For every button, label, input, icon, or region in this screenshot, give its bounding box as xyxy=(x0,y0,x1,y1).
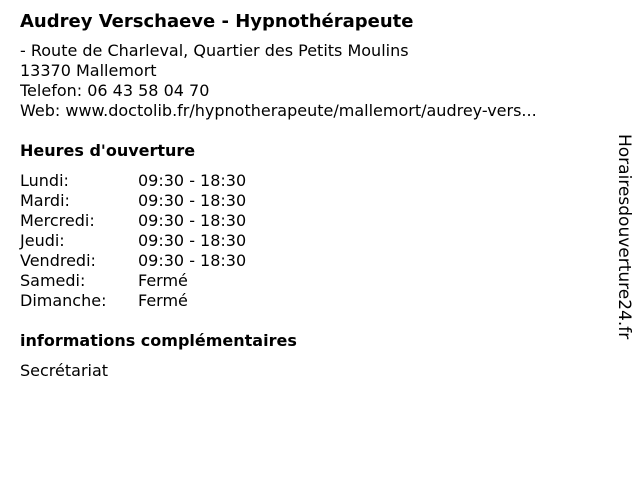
extra-info-title: informations complémentaires xyxy=(20,331,297,350)
hours-value: Fermé xyxy=(138,291,188,310)
hours-value: Fermé xyxy=(138,271,188,290)
extra-info-text: Secrétariat xyxy=(20,361,109,380)
business-title: Audrey Verschaeve - Hypnothérapeute xyxy=(20,11,414,32)
hours-value: 09:30 - 18:30 xyxy=(138,171,247,190)
hours-value: 09:30 - 18:30 xyxy=(138,231,247,250)
hours-value: 09:30 - 18:30 xyxy=(138,211,247,230)
day-label: Mardi: xyxy=(20,191,70,210)
phone-line: Telefon: 06 43 58 04 70 xyxy=(20,81,210,100)
day-label: Vendredi: xyxy=(20,251,96,270)
day-label: Samedi: xyxy=(20,271,86,290)
hours-row-sunday xyxy=(20,291,600,311)
hours-row-friday xyxy=(20,251,600,271)
day-label: Lundi: xyxy=(20,171,69,190)
day-label: Dimanche: xyxy=(20,291,107,310)
hours-list xyxy=(20,171,600,311)
hours-row-monday xyxy=(20,171,600,191)
hours-row-wednesday xyxy=(20,211,600,231)
hours-value: 09:30 - 18:30 xyxy=(138,191,247,210)
web-line[interactable]: Web: www.doctolib.fr/hypnotherapeute/mallemort/audrey-vers... xyxy=(20,101,537,120)
hours-row-tuesday xyxy=(20,191,600,211)
hours-row-saturday xyxy=(20,271,600,291)
brand-watermark: Horairesdouverture24.fr xyxy=(614,134,634,340)
business-info xyxy=(20,9,600,381)
day-label: Jeudi: xyxy=(20,231,65,250)
day-label: Mercredi: xyxy=(20,211,95,230)
hours-title: Heures d'ouverture xyxy=(20,141,196,160)
hours-row-thursday xyxy=(20,231,600,251)
hours-value: 09:30 - 18:30 xyxy=(138,251,247,270)
address-line-1: - Route de Charleval, Quartier des Petits Moulins xyxy=(20,41,409,60)
address-line-2: 13370 Mallemort xyxy=(20,61,157,80)
